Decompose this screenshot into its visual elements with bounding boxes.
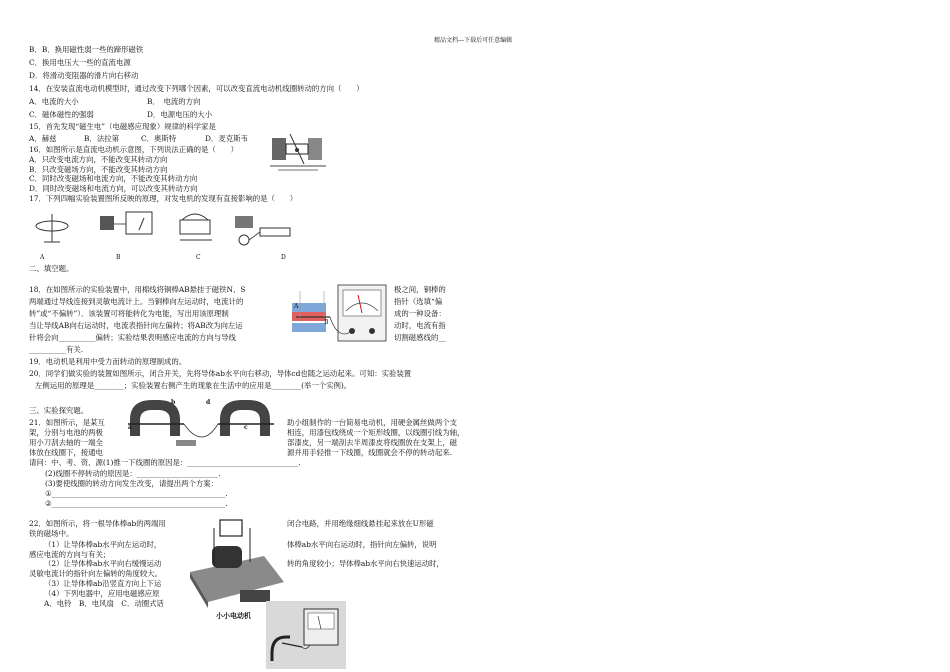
q21-line-2b: 相连，用漆包线绕成一个矩形线圈，以线圈引线为轴， xyxy=(287,428,465,437)
q21-question-1: 请问：中、考、资、源(1)推一下线圈的原因是：______________________________. xyxy=(29,458,301,467)
q15-option-c: C．奥斯特 xyxy=(141,134,177,143)
q18-line-2: 两端通过导线连接到灵敏电流计上。当铜棒向左运动时，电流计的 xyxy=(29,297,244,306)
fig17-label-c: C xyxy=(196,254,201,261)
q15-option-d: D．麦克斯韦 xyxy=(205,134,248,143)
q18-line-5: 针将会向__________偏转；实验结果表明感应电流的方向与导线 xyxy=(29,333,236,342)
q14-option-d: D．电源电压的大小 xyxy=(147,110,213,119)
q18-line-3: 转”或“不偏转”）．该装置可将能转化为电能，写出用该原理制 xyxy=(29,309,229,318)
fig18-label-b: B xyxy=(324,319,329,326)
fig17-label-b: B xyxy=(116,254,121,261)
q18-line-4b: 动时，电流有指 xyxy=(394,321,446,330)
q21-line-3a: 用小刀刮去轴的一端全 xyxy=(29,438,103,447)
fig20-label-c: c xyxy=(244,424,248,431)
q21-line-1b: 助小组制作的一台简易电动机，用硬金属丝做两个支 xyxy=(287,418,457,427)
galvanometer-experiment-figure xyxy=(288,281,392,347)
q14-option-c: C．磁体磁性的强弱 xyxy=(29,110,94,119)
q13-option-b: B．B．换用磁性弱一些的蹄形磁铁 xyxy=(29,45,144,54)
dc-motor-figure xyxy=(268,130,330,176)
fig20-label-d: d xyxy=(206,399,211,406)
q21-line-2a: 架，分别与电池的两极 xyxy=(29,428,103,437)
q18-line-1b: 极之间，铜棒的 xyxy=(394,285,446,294)
q21-answer-1: ①_______________________________________________. xyxy=(45,489,228,498)
fig18-label-a: A xyxy=(294,303,299,310)
q21-question-2: (2)线圈不停转动的原因是：______________________. xyxy=(45,469,221,478)
q18-line-4: 当让导线AB向右运动时，电流表指针向左偏转；将AB改为向左运 xyxy=(29,321,243,330)
q22-line-8: （4）下列电器中，应用电磁感应原 xyxy=(44,589,160,598)
fig20-label-b: b xyxy=(171,399,176,406)
q20-line-1: 20．同学们做实验的装置如图所示，闭合开关，先将导体ab水平向右移动，导体cd也随之运动起来。可知：实验装置 xyxy=(29,369,412,378)
q14-stem: 14．在安装直流电动机模型时，通过改变下列哪个因素，可以改变直流电动机线圈转动的方向（ ） xyxy=(29,84,364,93)
q22-line-3b: 体棒ab水平向右运动时，指针向左偏转，说明 xyxy=(287,540,437,549)
q14-option-a: A．电流的大小 xyxy=(29,97,79,106)
q18-line-3b: 成的一种设备： xyxy=(394,309,446,318)
q22-line-4: 感应电流的方向与有关； xyxy=(29,550,111,559)
q22-line-5a: （2）让导体棒ab水平向右缓慢运动 xyxy=(44,559,162,568)
q17-stem: 17．下列四幅实验装置图所反映的原理，对发电机的发现有直接影响的是（ ） xyxy=(29,194,298,203)
q22-line-1a: 22．如图所示，将一根导体棒ab的两端用 xyxy=(29,519,166,528)
q22-line-9: A．电铃 B．电风扇 C．动圈式话 xyxy=(44,599,164,608)
q21-question-3: (3)要使线圈的转动方向发生改变，请提出两个方案： xyxy=(45,479,219,488)
fig17-label-d: D xyxy=(281,254,286,261)
q21-line-1a: 21．如图所示，是某互 xyxy=(29,418,105,427)
q22-line-1b: 闭合电路，并用绝缘细线悬挂起来放在U形磁 xyxy=(287,519,434,528)
section-2-title: 二、填空题。 xyxy=(29,264,74,273)
induction-experiment-figure xyxy=(266,601,346,669)
q14-option-b: B． 电流的方向 xyxy=(147,97,201,106)
q16-option-a: A．只改变电流方向，不能改变其转动方向 xyxy=(29,155,168,164)
two-generator-figure xyxy=(124,394,286,452)
q22-line-3a: （1）让导体棒ab水平向左运动时， xyxy=(44,540,162,549)
q22-line-6: 灵敏电流计的指针向左偏转的角度较大。 xyxy=(29,569,163,578)
q18-line-5b: 切割磁感线的__ xyxy=(394,333,446,342)
q15-stem: 15．首先发现“磁生电”（电磁感应现象）规律的科学家是 xyxy=(29,122,216,131)
q15-option-a: A．赫兹 xyxy=(29,134,57,143)
q21-answer-2: ②_______________________________________________. xyxy=(45,499,228,508)
page-header: 精品文档---下载后可任意编辑 xyxy=(434,37,513,44)
q20-line-2: 左侧运用的原理是________；实验装置右侧产生的现象在生活中的应用是________(举一个实例)。 xyxy=(35,381,352,390)
fig20-label-a: a xyxy=(128,424,132,431)
fig17-label-a: A xyxy=(40,254,45,261)
q13-option-d: D．将滑动变阻器的滑片向右移动 xyxy=(29,71,139,80)
q22-line-7: （3）让导体棒ab沿竖直方向上下运 xyxy=(44,579,162,588)
q16-option-d: D．同时改变磁场和电流方向，可以改变其转动方向 xyxy=(29,184,198,193)
q21-line-3b: 部漆皮，另一端刮去半周漆皮将线圈放在支架上，磁 xyxy=(287,438,457,447)
q21-line-4b: 源并用手轻推一下线圈，线圈就会不停的转动起来. xyxy=(287,448,452,457)
q17-figures xyxy=(30,204,300,262)
q21-line-4a: 体放在线圈下，接通电 xyxy=(29,448,103,457)
q16-option-c: C．同时改变磁场和电流方向，不能改变其转动方向 xyxy=(29,174,198,183)
section-3-title: 三、实验探究题。 xyxy=(29,406,89,415)
q16-option-b: B．只改变磁场方向，不能改变其转动方向 xyxy=(29,165,168,174)
q22-line-5b: 转的角度较小；导体棒ab水平向右快速运动时， xyxy=(287,559,444,568)
q18-line-6: __________有关. xyxy=(29,345,84,354)
q18-line-1: 18．在如图所示的实验装置中，用棉线将铜棒AB悬挂于磁铁N、S xyxy=(29,285,246,294)
q19: 19．电动机是利用中受力而转动的原理制成的。 xyxy=(29,357,187,366)
q15-option-b: B．法拉第 xyxy=(84,134,119,143)
q22-line-2: 铁的磁场中。 xyxy=(29,529,74,538)
q16-stem: 16．如图所示是直流电动机示意图，下列说法正确的是（ ） xyxy=(29,145,238,154)
q13-option-c: C．换用电压大一些的直流电源 xyxy=(29,58,131,67)
q18-line-2b: 指针（选填“偏 xyxy=(394,297,443,306)
small-motor-caption: 小小电动机 xyxy=(216,611,251,620)
